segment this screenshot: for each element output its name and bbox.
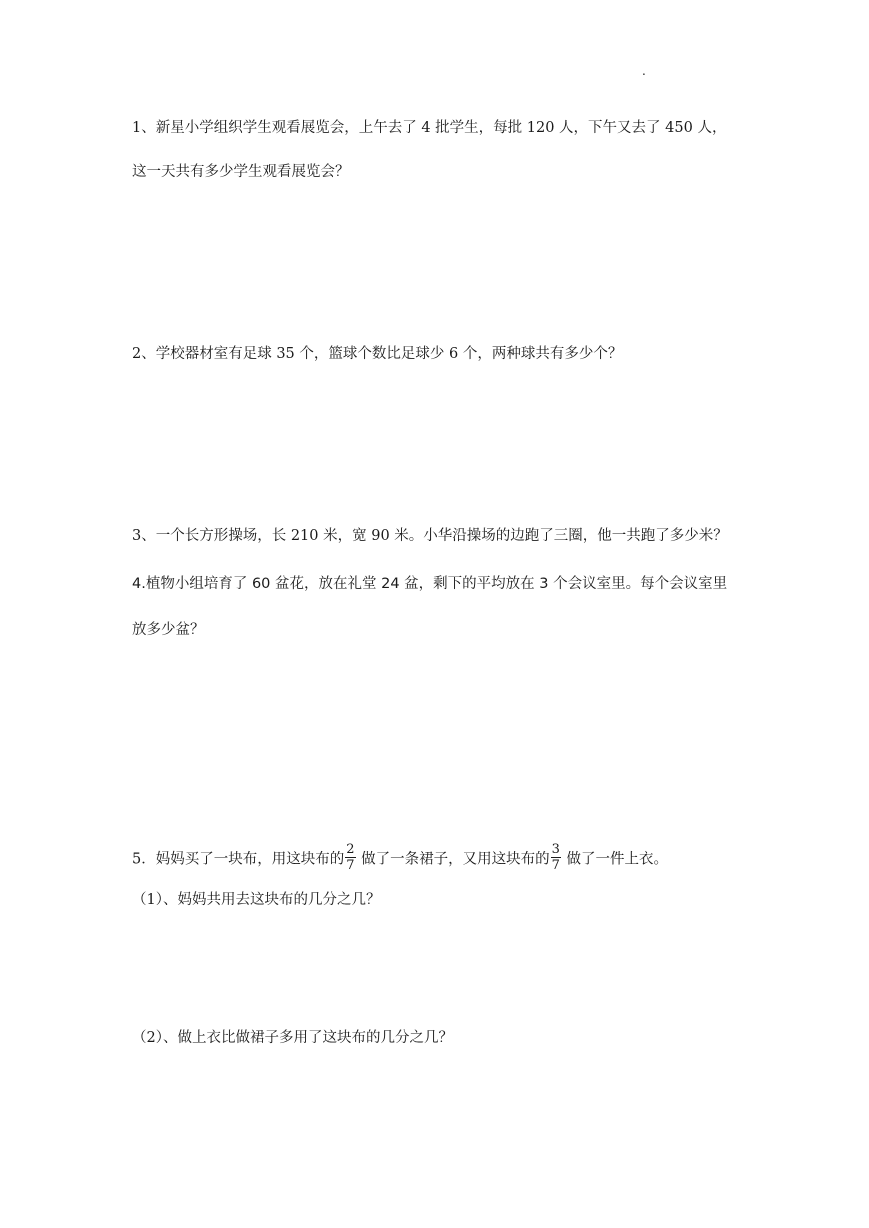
question-1-line-1: 1、新星小学组织学生观看展览会，上午去了 4 批学生，每批 120 人，下午又去了 450 人，	[132, 120, 727, 136]
question-5-stem	[132, 844, 668, 875]
fraction-two-sevenths	[345, 842, 355, 873]
fraction-1-denominator: 7	[346, 858, 355, 873]
question-4-line-2: 放多少盆？	[132, 622, 205, 638]
question-4-line-1: 4.植物小组培育了 60 盆花，放在礼堂 24 盆，剩下的平均放在 3 个会议室里。每个会议室里	[132, 576, 728, 592]
header-dot: .	[642, 64, 646, 78]
question-5-text-b: 做了一条裙子，又用这块布的	[356, 851, 550, 868]
question-3-line-1: 3、一个长方形操场，长 210 米，宽 90 米。小华沿操场的边跑了三圈，他一共跑了多少米？	[132, 528, 728, 544]
fraction-2-numerator: 3	[551, 842, 560, 857]
fraction-1-numerator: 2	[346, 842, 355, 857]
question-5-sub-1: （1）、妈妈共用去这块布的几分之几？	[132, 892, 381, 908]
question-5-text-c: 做了一件上衣。	[561, 851, 669, 868]
question-2-line-1: 2、学校器材室有足球 35 个，篮球个数比足球少 6 个，两种球共有多少个？	[132, 346, 623, 362]
fraction-three-sevenths	[551, 842, 561, 873]
question-1-line-2: 这一天共有多少学生观看展览会？	[132, 164, 350, 180]
question-5-sub-2: （2）、做上衣比做裙子多用了这块布的几分之几？	[132, 1030, 453, 1046]
question-5-text-a: 5．妈妈买了一块布，用这块布的	[132, 851, 345, 868]
fraction-2-denominator: 7	[551, 858, 560, 873]
